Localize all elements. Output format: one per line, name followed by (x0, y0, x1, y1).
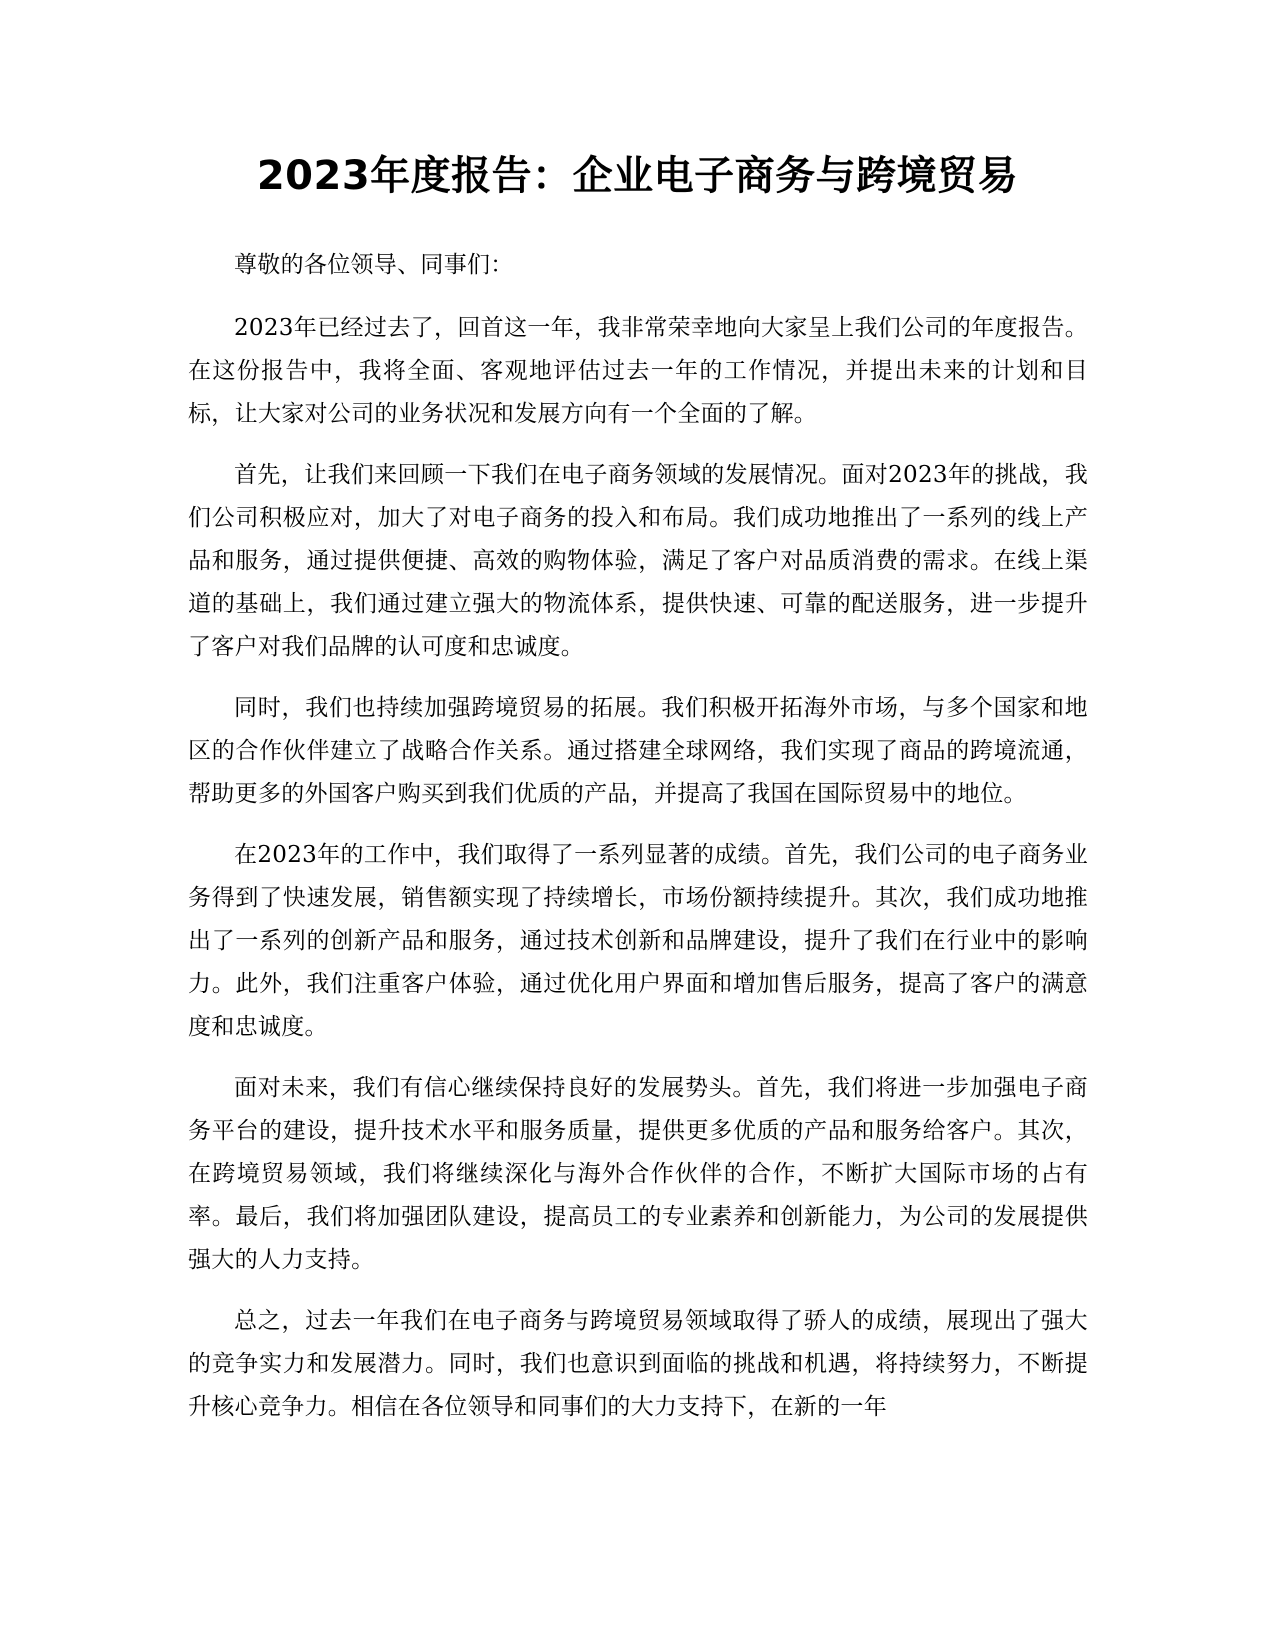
document-body (188, 244, 1088, 1447)
ecommerce-paragraph: 首先，让我们来回顾一下我们在电子商务领域的发展情况。面对2023年的挑战，我们公司积极应对，加大了对电子商务的投入和布局。我们成功地推出了一系列的线上产品和服务，通过提供便捷、高效的购物体验，满足了客户对品质消费的需求。在线上渠道的基础上，我们通过建立强大的物流体系，提供快速、可靠的配送服务，进一步提升了客户对我们品牌的认可度和忠诚度。 (188, 462, 1088, 660)
summary-paragraph: 总之，过去一年我们在电子商务与跨境贸易领域取得了骄人的成绩，展现出了强大的竞争实力和发展潜力。同时，我们也意识到面临的挑战和机遇，将持续努力，不断提升核心竞争力。相信在各位领导和同事们的大力支持下，在新的一年 (188, 1308, 1088, 1420)
intro-paragraph: 2023年已经过去了，回首这一年，我非常荣幸地向大家呈上我们公司的年度报告。在这份报告中，我将全面、客观地评估过去一年的工作情况，并提出未来的计划和目标，让大家对公司的业务状况和发展方向有一个全面的了解。 (188, 315, 1088, 427)
document-title: 2023年度报告：企业电子商务与跨境贸易 (256, 153, 1019, 199)
future-plans-paragraph: 面对未来，我们有信心继续保持良好的发展势头。首先，我们将进一步加强电子商务平台的建设，提升技术水平和服务质量，提供更多优质的产品和服务给客户。其次，在跨境贸易领域，我们将继续深化与海外合作伙伴的合作，不断扩大国际市场的占有率。最后，我们将加强团队建设，提高员工的专业素养和创新能力，为公司的发展提供强大的人力支持。 (188, 1075, 1088, 1273)
achievements-paragraph: 在2023年的工作中，我们取得了一系列显著的成绩。首先，我们公司的电子商务业务得到了快速发展，销售额实现了持续增长，市场份额持续提升。其次，我们成功地推出了一系列的创新产品和服务，通过技术创新和品牌建设，提升了我们在行业中的影响力。此外，我们注重客户体验，通过优化用户界面和增加售后服务，提高了客户的满意度和忠诚度。 (188, 842, 1088, 1040)
cross-border-paragraph: 同时，我们也持续加强跨境贸易的拓展。我们积极开拓海外市场，与多个国家和地区的合作伙伴建立了战略合作关系。通过搭建全球网络，我们实现了商品的跨境流通，帮助更多的外国客户购买到我们优质的产品，并提高了我国在国际贸易中的地位。 (188, 695, 1088, 807)
greeting-paragraph: 尊敬的各位领导、同事们： (234, 252, 514, 278)
